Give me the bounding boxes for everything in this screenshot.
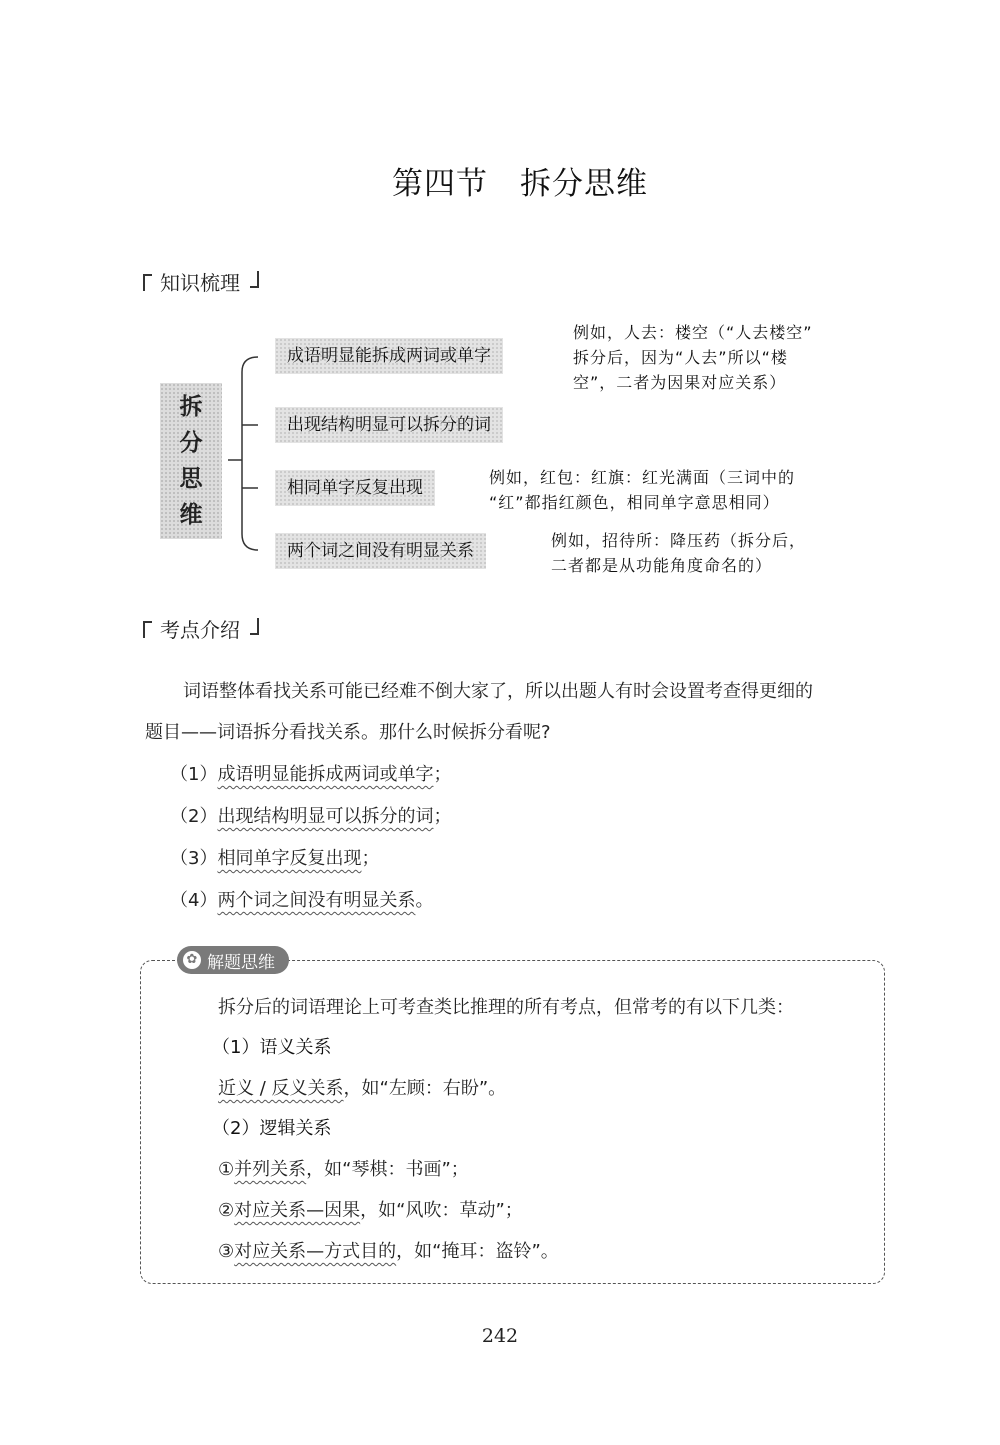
solving-subheading-1: （1）语义关系 xyxy=(212,1037,332,1058)
note-line: 二者都是从功能角度命名的） xyxy=(551,556,773,575)
mindmap-note-1 xyxy=(573,320,813,395)
mindmap-branch-4: 两个词之间没有明显关系 xyxy=(275,533,486,569)
list-marker: ① xyxy=(218,1159,235,1180)
mindmap-note-4 xyxy=(551,528,806,578)
relation-name: 对应关系—方式目的 xyxy=(234,1241,397,1262)
solving-intro: 拆分后的词语理论上可考查类比推理的所有考点，但常考的有以下几类： xyxy=(218,997,794,1018)
flower-icon: ✿ xyxy=(183,951,201,969)
mindmap-note-3 xyxy=(489,465,795,515)
solving-tab xyxy=(177,946,289,974)
item-text: 成语明显能拆成两词或单字 xyxy=(217,764,434,785)
exam-heading xyxy=(143,614,259,643)
item-number: （2） xyxy=(170,806,218,827)
relation-example: ，如“掩耳：盗铃”。 xyxy=(396,1241,559,1262)
item-end: ； xyxy=(433,764,452,785)
item-number: （3） xyxy=(170,848,218,869)
solving-line-2 xyxy=(218,1155,469,1185)
bracket-close-icon xyxy=(250,271,259,288)
item-end: ； xyxy=(361,848,380,869)
exam-item-1 xyxy=(170,760,451,790)
solving-line-4 xyxy=(218,1237,559,1267)
exam-item-3 xyxy=(170,844,379,874)
relation-name: 近义 / 反义关系 xyxy=(218,1078,344,1099)
item-text: 相同单字反复出现 xyxy=(217,848,362,869)
relation-example: ，如“风吹：草动”； xyxy=(360,1200,523,1221)
relation-name: 并列关系 xyxy=(234,1159,307,1180)
mindmap-branch-3: 相同单字反复出现 xyxy=(275,470,435,506)
item-end: ； xyxy=(433,806,452,827)
page-title: 第四节 拆分思维 xyxy=(392,166,648,202)
knowledge-heading xyxy=(143,267,259,296)
item-number: （1） xyxy=(170,764,218,785)
bracket-open-icon xyxy=(143,274,152,291)
item-number: （4） xyxy=(170,890,218,911)
exam-paragraph-line-2: 题目——词语拆分看找关系。那什么时候拆分看呢? xyxy=(145,722,551,743)
mindmap-branch-2: 出现结构明显可以拆分的词 xyxy=(275,407,503,443)
mindmap-center xyxy=(160,383,222,539)
mindmap-branch-1: 成语明显能拆成两词或单字 xyxy=(275,338,503,374)
relation-example: ，如“左顾：右盼”。 xyxy=(343,1078,507,1099)
note-line: “红”都指红颜色，相同单字意思相同） xyxy=(489,493,780,512)
relation-example: ，如“琴棋：书画”； xyxy=(306,1159,469,1180)
knowledge-heading-text: 知识梳理 xyxy=(160,271,240,295)
note-line: 空”，二者为因果对应关系） xyxy=(573,373,787,392)
solving-line-3 xyxy=(218,1196,523,1226)
exam-heading-text: 考点介绍 xyxy=(160,618,240,642)
note-line: 例如，人去：楼空（“人去楼空” xyxy=(573,323,813,342)
note-line: 拆分后，因为“人去”所以“楼 xyxy=(573,348,788,367)
note-line: 例如，红包：红旗：红光满面（三词中的 xyxy=(489,468,796,487)
exam-item-4 xyxy=(170,886,433,916)
bracket-close-icon xyxy=(250,618,259,635)
solving-tab-label: 解题思维 xyxy=(207,952,275,973)
item-text: 两个词之间没有明显关系 xyxy=(217,890,416,911)
relation-name: 对应关系—因果 xyxy=(234,1200,361,1221)
note-line: 例如，招待所：降压药（拆分后， xyxy=(551,531,807,550)
item-end: 。 xyxy=(415,890,434,911)
list-marker: ② xyxy=(218,1200,235,1221)
mindmap-center-char: 拆 xyxy=(179,393,203,420)
mindmap-connector-lines xyxy=(228,340,268,560)
exam-item-2 xyxy=(170,802,451,832)
page-number: 242 xyxy=(481,1325,519,1347)
mindmap-center-char: 维 xyxy=(179,501,203,528)
solving-line-1 xyxy=(218,1074,506,1104)
list-marker: ③ xyxy=(218,1241,235,1262)
solving-subheading-2: （2）逻辑关系 xyxy=(212,1118,332,1139)
item-text: 出现结构明显可以拆分的词 xyxy=(217,806,434,827)
mindmap-center-char: 分 xyxy=(179,429,203,456)
mindmap-center-char: 思 xyxy=(179,465,203,492)
bracket-open-icon xyxy=(143,621,152,638)
exam-paragraph-line-1: 词语整体看找关系可能已经难不倒大家了，所以出题人有时会设置考查得更细的 xyxy=(183,681,813,702)
